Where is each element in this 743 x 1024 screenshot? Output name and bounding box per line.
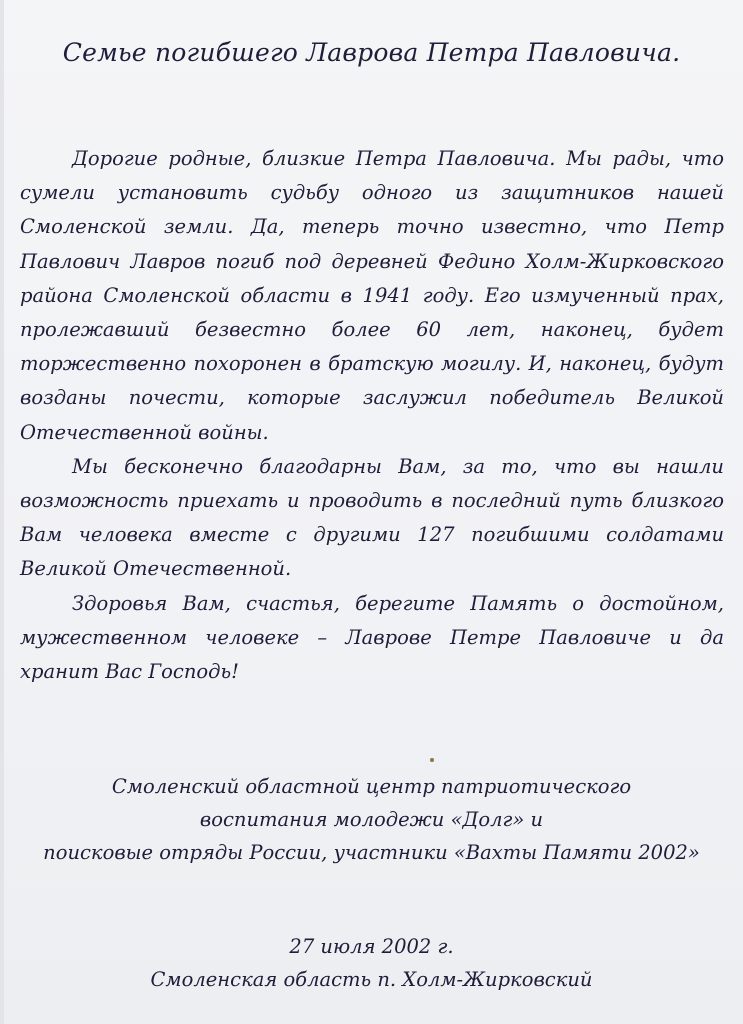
paragraph-3: Здоровья Вам, счастья, берегите Память о достойном, мужественном человеке – Лаврове Петре Павловиче и да хранит Вас Господь!: [20, 591, 724, 684]
signature-line-1: Смоленский областной центр патриотического: [111, 775, 632, 798]
letter-body: [20, 142, 724, 689]
letter-title: Семье погибшего Лаврова Петра Павловича.: [62, 38, 681, 67]
letter-date: 27 июля 2002 г.: [289, 935, 454, 958]
paragraph-2: Мы бесконечно благодарны Вам, за то, что вы нашли возможность приехать и проводить в последний путь близкого Вам человека вместе с другими 127 погибшими солдатами Великой Отечественной.: [20, 454, 724, 581]
signature-block: [0, 770, 743, 869]
letter-place: Смоленская область п. Холм-Жирковский: [150, 968, 593, 991]
signature-line-3: поисковые отряды России, участники «Вахты Памяти 2002»: [43, 841, 700, 864]
date-place-block: [0, 930, 743, 996]
paragraph-1: Дорогие родные, близкие Петра Павловича. Мы рады, что сумели установить судьбу одного из защитников нашей Смоленской земли. Да, теперь точно известно, что Петр Павлович Лавров погиб под деревней Федино Холм-Жирковского района Смоленской области в 1941 году. Его измученный прах, пролежавший безвестно более 60 лет, наконец, будет торжественно похоронен в братскую могилу. И, наконец, будут возданы почести, которые заслужил победитель Великой Отечественной войны.: [20, 147, 724, 444]
paper-speck: [430, 758, 434, 762]
signature-line-2: воспитания молодежи «Долг» и: [199, 808, 544, 831]
scan-edge: [0, 0, 4, 1024]
